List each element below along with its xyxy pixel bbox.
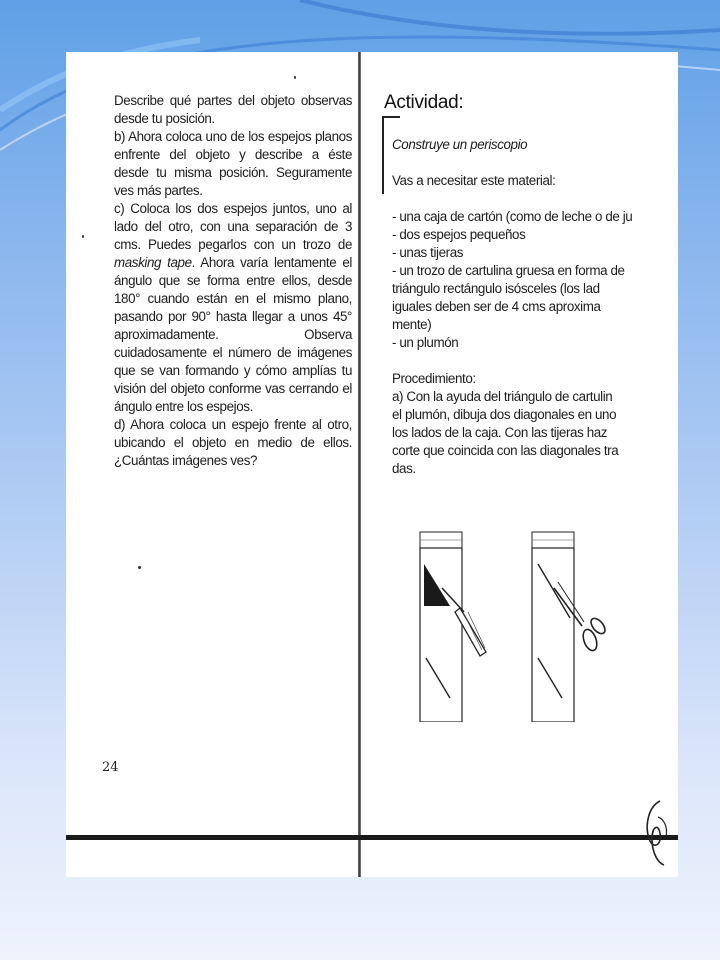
activity-subtitle: Construye un periscopio xyxy=(392,137,528,152)
paragraph-intro: Describe qué partes del objeto observas desde tu posición. xyxy=(114,93,352,126)
milk-carton-right xyxy=(532,532,574,722)
spacer xyxy=(392,190,678,208)
procedure-line: das. xyxy=(392,461,416,476)
spacer xyxy=(392,352,678,370)
material-item: - dos espejos pequeños xyxy=(392,227,526,242)
right-page xyxy=(362,52,678,877)
cutter-tool xyxy=(442,588,486,656)
material-item: - una caja de cartón (como de leche o de ju xyxy=(392,209,633,224)
material-item: - unas tijeras xyxy=(392,245,464,260)
right-page-text xyxy=(392,136,678,478)
material-item: triángulo rectángulo isósceles (los lad xyxy=(392,281,600,296)
paragraph-c-end: . Ahora varía lentamente el ángulo que se forma entre ellos, desde 180° cuando están en el mismo plano, pasando por 90° hasta llegar a unos 45° aproximadamente. Observa cuidadosamente el número de imágenes que se van formando y cómo amplías tu visión del objeto conforme vas cerrando el ángulo entre los espejos. xyxy=(114,255,352,414)
scissors-icon xyxy=(554,582,608,652)
material-item: iguales deben ser de 4 cms aproxima xyxy=(392,299,601,314)
paragraph-b: b) Ahora coloca uno de los espejos planos enfrente del objeto y describe a éste desde tu misma posición. Seguramente ves más partes. xyxy=(114,129,352,198)
masking-tape-term: masking tape xyxy=(114,255,192,270)
milk-carton-left xyxy=(420,532,462,722)
left-page xyxy=(66,52,360,877)
title-bracket xyxy=(382,116,384,194)
procedure-line: corte que coincida con las diagonales tra xyxy=(392,443,619,458)
ink-speck xyxy=(138,566,141,569)
triangle-template xyxy=(424,564,450,606)
lower-diagonal-left xyxy=(426,658,450,698)
book-spine xyxy=(358,52,361,877)
periscope-illustration xyxy=(402,522,642,722)
upper-diagonal-right xyxy=(538,564,570,618)
procedure-line: los lados de la caja. Con las tijeras haz xyxy=(392,425,608,440)
materials-intro: Vas a necesitar este material: xyxy=(392,173,556,188)
procedure-line: el plumón, dibuja dos diagonales en uno xyxy=(392,407,617,422)
scanned-book-spread xyxy=(66,52,678,877)
page-bottom-edge xyxy=(66,835,678,840)
page-number: 24 xyxy=(102,760,119,775)
lower-diagonal-right xyxy=(538,658,562,698)
paragraph-d: d) Ahora coloca un espejo frente al otro, ubicando el objeto en medio de ellos. ¿Cuántas imágenes ves? xyxy=(114,417,352,468)
procedure-line: a) Con la ayuda del triángulo de cartulin xyxy=(392,389,613,404)
title-bracket-top xyxy=(382,116,400,118)
material-item: - un trozo de cartulina gruesa en forma de xyxy=(392,263,625,278)
procedure-heading: Procedimiento: xyxy=(392,371,476,386)
handwritten-mark xyxy=(640,797,676,867)
paragraph-c xyxy=(114,200,352,416)
material-item: mente) xyxy=(392,317,432,332)
ink-speck xyxy=(294,76,296,79)
activity-title: Actividad: xyxy=(384,92,464,113)
ink-speck xyxy=(82,235,84,238)
left-page-text xyxy=(114,92,352,470)
material-item: - un plumón xyxy=(392,335,459,350)
paragraph-c-start: c) Coloca los dos espejos juntos, uno al lado del otro, con una separación de 3 cms. Puedes pegarlos con un trozo de xyxy=(114,201,352,252)
spacer xyxy=(392,154,678,172)
